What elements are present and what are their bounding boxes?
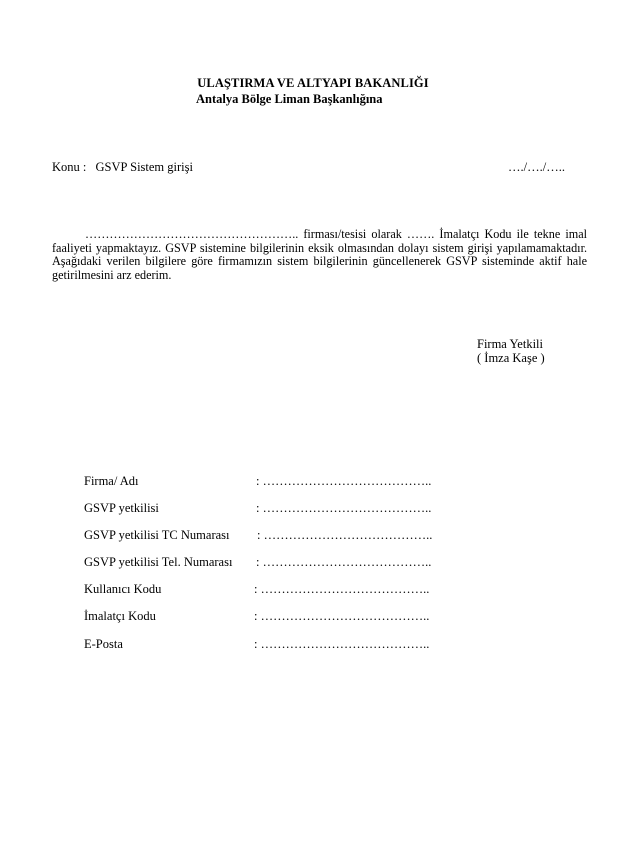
user-code-label: Kullanıcı Kodu bbox=[84, 582, 162, 596]
office-heading: Antalya Bölge Liman Başkanlığına bbox=[196, 92, 383, 106]
manufacturer-code-label: İmalatçı Kodu bbox=[84, 609, 156, 623]
gsvp-officer-phone-label: GSVP yetkilisi Tel. Numarası bbox=[84, 555, 233, 569]
form-row-firm-name bbox=[84, 474, 464, 490]
gsvp-officer-phone-value: : ………………………………….. bbox=[256, 555, 432, 569]
body-paragraph: …………………………………………….. firması/tesisi olarak ……. İmalatçı Kodu ile tekne imal faaliyeti yapmaktayız. GSVP sistemine bilgilerinin eksik olmasından dolayı sistem girişi yapılamamaktadır. Aşağıdaki verilen bilgilere göre firmamızın sistem bilgilerinin güncellenerek GSVP sisteminde aktif hale getirilmesini arz ederim. bbox=[52, 227, 587, 282]
form-row-gsvp-officer-tc bbox=[84, 528, 464, 544]
form-row-manufacturer-code bbox=[84, 609, 464, 625]
form-row-gsvp-officer bbox=[84, 501, 464, 517]
signature-note: ( İmza Kaşe ) bbox=[477, 351, 545, 365]
subject-label: Konu : bbox=[52, 160, 87, 174]
signature-block bbox=[477, 337, 545, 365]
subject-line bbox=[52, 160, 193, 175]
form-row-gsvp-officer-phone bbox=[84, 555, 464, 571]
ministry-heading: ULAŞTIRMA VE ALTYAPI BAKANLIĞI bbox=[197, 76, 429, 90]
email-label: E-Posta bbox=[84, 637, 123, 651]
form-row-user-code bbox=[84, 582, 464, 598]
firm-name-label: Firma/ Adı bbox=[84, 474, 139, 488]
firm-name-value: : ………………………………….. bbox=[256, 474, 432, 488]
gsvp-officer-tc-value: : ………………………………….. bbox=[257, 528, 433, 542]
gsvp-officer-value: : ………………………………….. bbox=[256, 501, 432, 515]
date-field: …./…./….. bbox=[508, 160, 565, 174]
gsvp-officer-label: GSVP yetkilisi bbox=[84, 501, 159, 515]
signature-title: Firma Yetkili bbox=[477, 337, 543, 351]
user-code-value: : ………………………………….. bbox=[254, 582, 430, 596]
manufacturer-code-value: : ………………………………….. bbox=[254, 609, 430, 623]
subject-text: GSVP Sistem girişi bbox=[95, 160, 193, 174]
gsvp-officer-tc-label: GSVP yetkilisi TC Numarası bbox=[84, 528, 230, 542]
form-row-email bbox=[84, 637, 464, 653]
email-value: : ………………………………….. bbox=[254, 637, 430, 651]
